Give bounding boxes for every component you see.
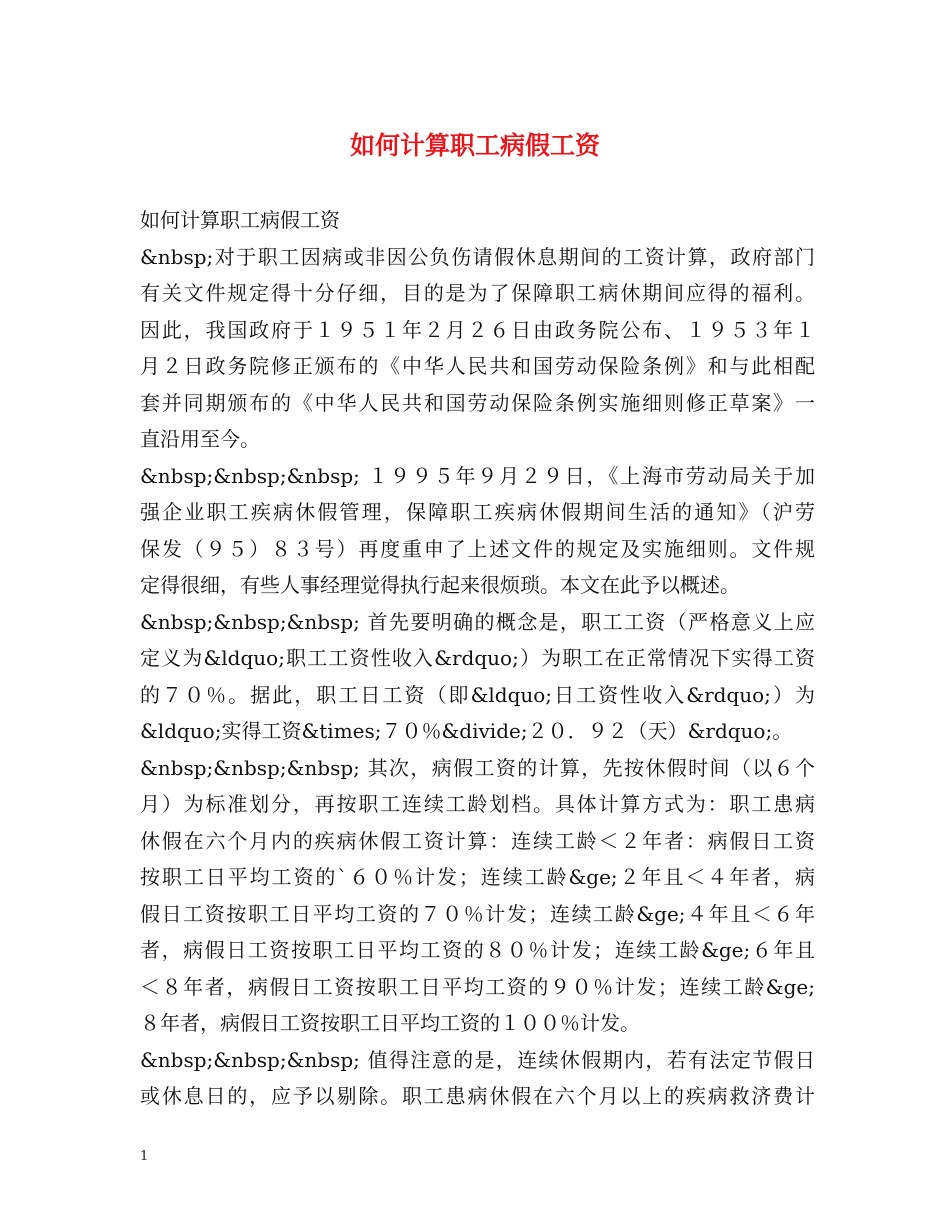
page-number: 1 (140, 1149, 149, 1164)
body-line: 休假在六个月内的疾病休假工资计算：连续工龄＜２年者：病假日工资 (140, 828, 815, 853)
body-line: 有关文件规定得十分仔细，目的是为了保障职工病休期间应得的福利。 (140, 281, 815, 305)
body-line: 月）为标准划分，再按职工连续工龄划档。具体计算方式为：职工患病 (140, 792, 815, 816)
body-line: 的７０％。据此，职工日工资（即&ldquo;日工资性收入&rdquo;）为 (140, 682, 815, 707)
body-line: 直沿用至今。 (140, 427, 260, 451)
body-line: &nbsp;对于职工因病或非因公负伤请假休息期间的工资计算，政府部门 (140, 244, 815, 269)
body-line: 假日工资按职工日平均工资的７０％计发；连续工龄&ge;４年且＜６年 (140, 901, 815, 926)
body-line: 套并同期颁布的《中华人民共和国劳动保险条例实施细则修正草案》一 (140, 390, 815, 415)
body-line: &nbsp;&nbsp;&nbsp; 值得注意的是，连续休假期内，若有法定节假日 (140, 1047, 815, 1072)
document-body (140, 202, 815, 1115)
body-line: 保发（９５）８３号）再度重申了上述文件的规定及实施细则。文件规 (140, 536, 815, 561)
body-line: 定得很细，有些人事经理觉得执行起来很烦琐。本文在此予以概述。 (140, 573, 740, 597)
body-line: 或休息日的，应予以剔除。职工患病休假在六个月以上的疾病救济费计 (140, 1084, 815, 1108)
body-line: &nbsp;&nbsp;&nbsp; 首先要明确的概念是，职工工资（严格意义上应 (140, 609, 815, 634)
body-line: 定义为&ldquo;职工工资性收入&rdquo;）为职工在正常情况下实得工资 (140, 646, 815, 670)
body-line: 如何计算职工病假工资 (140, 208, 340, 232)
body-line: ＜８年者，病假日工资按职工日平均工资的９０％计发；连续工龄&ge; (140, 974, 815, 999)
body-line: 月２日政务院修正颁布的《中华人民共和国劳动保险条例》和与此相配 (140, 354, 815, 378)
document-title: 如何计算职工病假工资 (349, 131, 600, 160)
body-line: &ldquo;实得工资&times;７０％&divide;２０．９２（天）&rdquo;。 (140, 719, 793, 743)
body-line: 者，病假日工资按职工日平均工资的８０％计发；连续工龄&ge;６年且 (140, 938, 815, 962)
body-line: &nbsp;&nbsp;&nbsp; 其次，病假工资的计算，先按休假时间（以６个 (140, 755, 815, 780)
body-line: ８年者，病假日工资按职工日平均工资的１００％计发。 (140, 1011, 640, 1035)
body-line: 按职工日平均工资的`６０％计发；连续工龄&ge;２年且＜４年者，病 (140, 865, 815, 889)
body-line: 因此，我国政府于１９５１年２月２６日由政务院公布、１９５３年１ (140, 317, 815, 342)
body-line: &nbsp;&nbsp;&nbsp; １９９５年９月２９日，《上海市劳动局关于加 (140, 463, 815, 488)
body-line: 强企业职工疾病休假管理，保障职工疾病休假期间生活的通知》（沪劳 (140, 500, 815, 524)
